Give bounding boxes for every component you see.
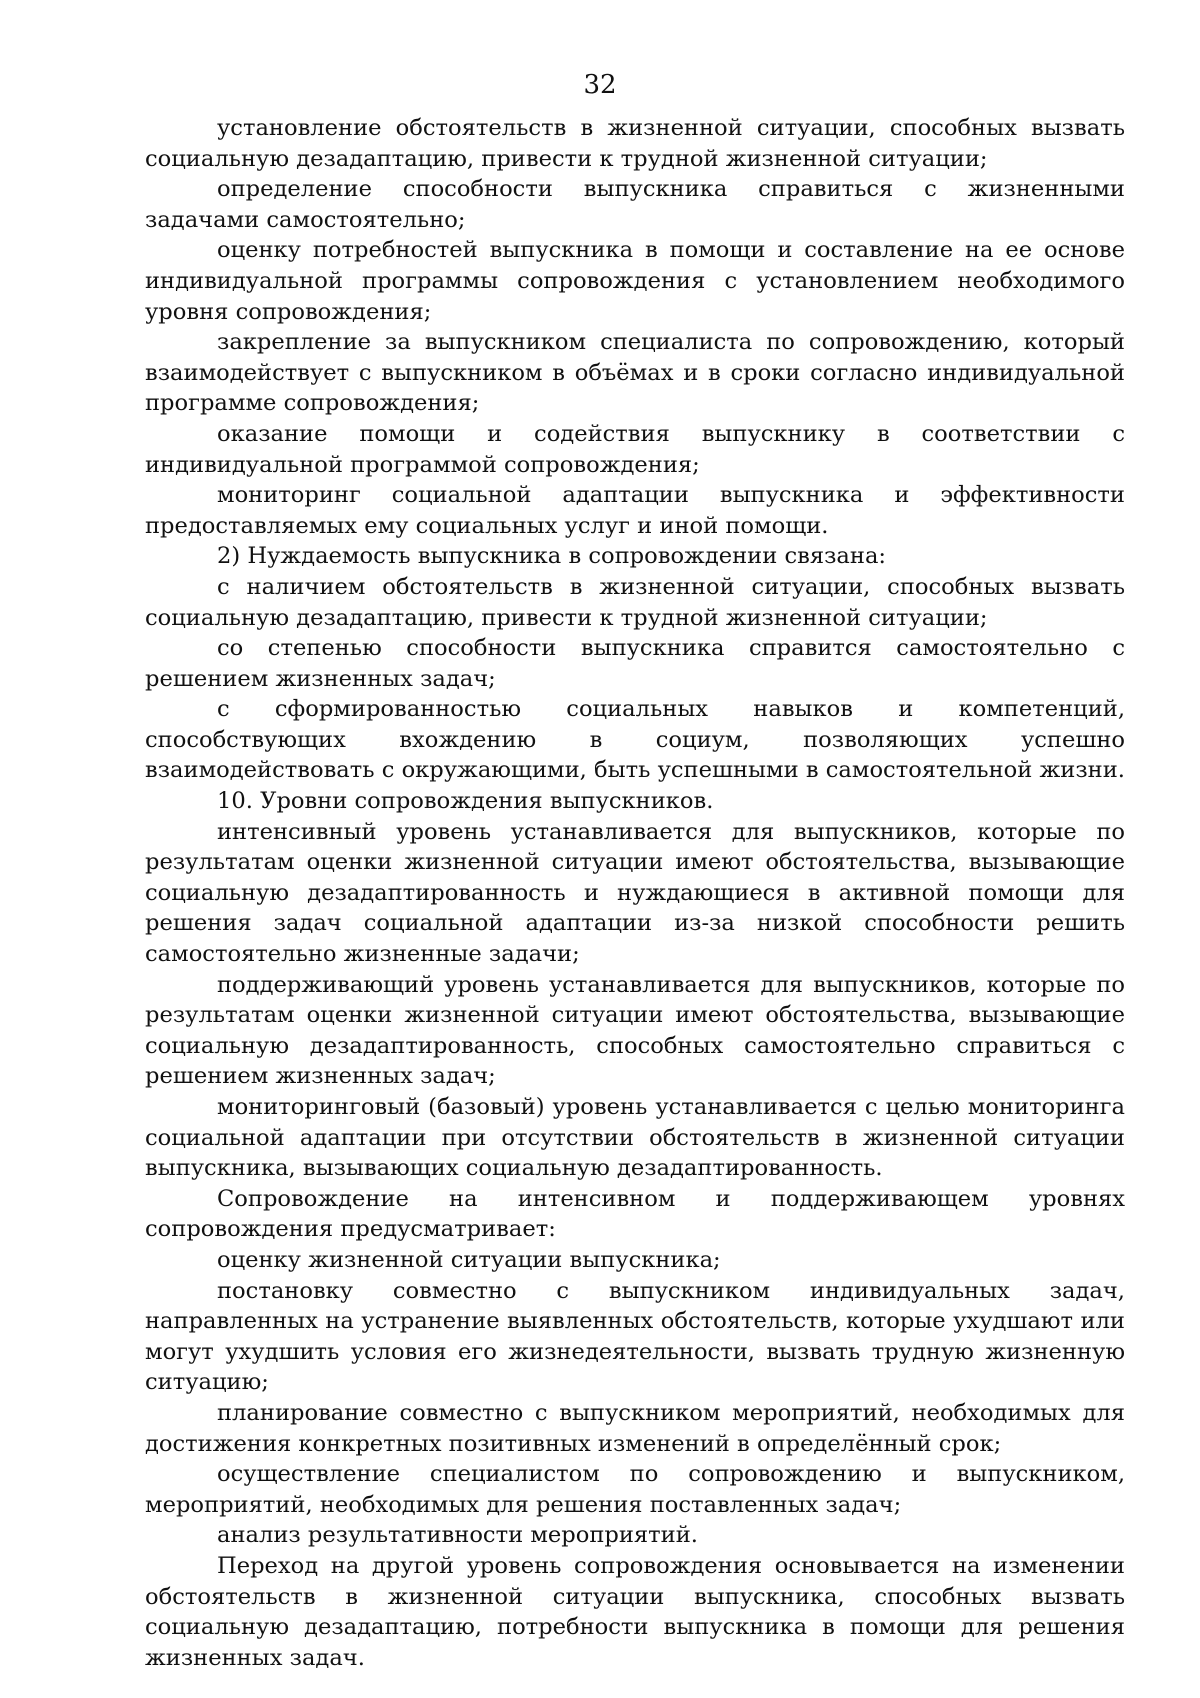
paragraph: анализ результативности мероприятий. [217,1522,698,1549]
paragraph: поддерживающий уровень устанавливается для выпускников, которые по результатам оценки жизненной ситуации имеют обстоятельства, вызывающие социальную дезадаптированность, способных самостоятельно справиться с решением жизненных задач; [145,971,1125,1090]
paragraph: осуществление специалистом по сопровождению и выпускником, мероприятий, необходимых для решения поставленных задач; [145,1461,1125,1518]
document-body [145,113,1125,1673]
paragraph: Переход на другой уровень сопровождения основывается на изменении обстоятельств в жизненной ситуации выпускника, способных вызвать социальную дезадаптацию, потребности выпускника в помощи для решения жизненных задач. [145,1552,1125,1671]
paragraph: Сопровождение на интенсивном и поддерживающем уровнях сопровождения предусматривает: [145,1185,1125,1243]
paragraph: планирование совместно с выпускником мероприятий, необходимых для достижения конкретных позитивных изменений в определённый срок; [145,1399,1125,1457]
paragraph: с сформированностью социальных навыков и компетенций, способствующих вхождению в социум, позволяющих успешно взаимодействовать с окружающими, быть успешными в самостоятельной жизни. [145,696,1125,784]
paragraph: с наличием обстоятельств в жизненной ситуации, способных вызвать социальную дезадаптацию, привести к трудной жизненной ситуации; [145,573,1125,631]
section-heading: 10. Уровни сопровождения выпускников. [217,788,714,815]
paragraph: закрепление за выпускником специалиста по сопровождению, который взаимодействует с выпускником в объёмах и в сроки согласно индивидуальной программе сопровождения; [145,329,1125,417]
paragraph: определение способности выпускника справиться с жизненными задачами самостоятельно; [145,176,1125,233]
paragraph: оценку жизненной ситуации выпускника; [217,1246,721,1273]
paragraph: оценку потребностей выпускника в помощи и составление на ее основе индивидуальной программы сопровождения с установлением необходимого уровня сопровождения; [145,237,1125,325]
paragraph: со степенью способности выпускника справится самостоятельно с решением жизненных задач; [145,635,1125,692]
paragraph: интенсивный уровень устанавливается для выпускников, которые по результатам оценки жизненной ситуации имеют обстоятельства, вызывающие социальную дезадаптированность и нуждающиеся в активной помощи для решения задач социальной адаптации из-за низкой способности решить самостоятельно жизненные задачи; [145,818,1125,968]
paragraph: мониторинговый (базовый) уровень устанавливается с целью мониторинга социальной адаптации при отсутствии обстоятельств в жизненной ситуации выпускника, вызывающих социальную дезадаптированность. [145,1094,1125,1182]
paragraph: постановку совместно с выпускником индивидуальных задач, направленных на устранение выявленных обстоятельств, которые ухудшают или могут ухудшить условия его жизнедеятельности, вызвать трудную жизненную ситуацию; [145,1277,1125,1396]
paragraph: мониторинг социальной адаптации выпускника и эффективности предоставляемых ему социальных услуг и иной помощи. [145,482,1125,539]
paragraph: оказание помощи и содействия выпускнику в соответствии с индивидуальной программой сопровождения; [145,420,1125,478]
page-number: 32 [583,70,617,100]
paragraph: 2) Нуждаемость выпускника в сопровождении связана: [217,543,887,570]
paragraph: установление обстоятельств в жизненной ситуации, способных вызвать социальную дезадаптацию, привести к трудной жизненной ситуации; [145,115,1125,172]
